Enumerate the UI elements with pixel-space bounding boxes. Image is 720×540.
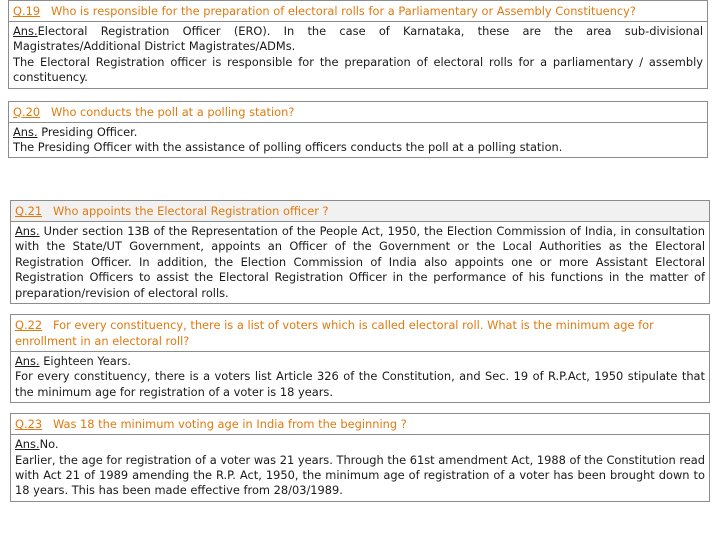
question-q23: [11, 414, 709, 435]
question-q22: [11, 315, 709, 352]
question-number: Q.19: [13, 4, 41, 18]
question-number: Q.23: [15, 417, 43, 432]
question-text: Was 18 the minimum voting age in India from the beginning ?: [52, 417, 407, 432]
question-text: For every constituency, there is a list of voters which is called electoral roll. What is the minimum age for enrollment in an electoral roll?: [15, 318, 654, 349]
answer-label: Ans.: [15, 354, 40, 369]
answer-q20: [9, 123, 707, 158]
answer-line: Eighteen Years.: [43, 354, 132, 369]
answer-line: Under section 13B of the Representation of the People Act, 1950, the Election Commission of India, in consultation with the State/UT Government, appoints an Officer of the Government or the Local Authorities as the Electoral Registration Officer. In addition, the Election Commission of India also appoints one or more Assistant Electoral Registration Officers to assist the Electoral Registration Officer in the performance of his functions in the matter of preparation/revision of electoral rolls.: [15, 224, 705, 300]
answer-line: Presiding Officer.: [41, 124, 138, 139]
question-text: Who appoints the Electoral Registration officer ?: [52, 204, 329, 218]
faq-item-q20: [8, 101, 708, 159]
answer-line: Earlier, the age for registration of a voter was 21 years. Through the 61st amendment Act, 1988 of the Constitution read with Act 21 of 1989 amending the R.P. Act, 1950, the minimum age of registration of a voter has been brought down to 18 years. This has been made effective from 28/03/1989.: [15, 452, 705, 498]
answer-label: Ans.: [15, 437, 40, 452]
answer-q22: [11, 352, 709, 402]
question-q19: [9, 1, 707, 22]
faq-item-q23: [10, 413, 710, 502]
answer-q19: [9, 22, 707, 88]
upper-faq-panel: [8, 0, 708, 190]
question-number: Q.22: [15, 318, 43, 333]
answer-q23: [11, 435, 709, 501]
answer-line: The Electoral Registration officer is responsible for the preparation of electoral rolls for a parliamentary / assembly constituency.: [13, 54, 703, 85]
question-number: Q.21: [15, 204, 43, 218]
faq-item-q21: [10, 200, 710, 304]
answer-line: No.: [39, 437, 59, 452]
question-number: Q.20: [13, 104, 41, 119]
answer-q21: [11, 222, 709, 303]
panel-gap: [0, 190, 720, 200]
answer-line: For every constituency, there is a voters list Article 326 of the Constitution, and Sec. 19 of R.P.Act, 1950 stipulate that the minimum age for registration of a voter is 18 years.: [15, 369, 705, 399]
answer-label: Ans.: [13, 124, 38, 139]
question-q21: [11, 201, 709, 222]
lower-faq-panel: [10, 200, 710, 540]
answer-label: Ans.: [13, 24, 38, 38]
faq-item-q19: [8, 0, 708, 89]
faq-item-q22: [10, 314, 710, 403]
answer-line: The Presiding Officer with the assistance of polling officers conducts the poll at a polling station.: [13, 140, 563, 155]
question-text: Who is responsible for the preparation of electoral rolls for a Parliamentary or Assembly Constituency?: [50, 4, 636, 18]
answer-line: Electoral Registration Officer (ERO). In the case of Karnataka, these are the area sub-divisional Magistrates/Additional District Magistrates/ADMs.: [13, 24, 703, 54]
question-text: Who conducts the poll at a polling station?: [50, 104, 295, 119]
answer-label: Ans.: [15, 224, 40, 238]
question-q20: [9, 102, 707, 123]
